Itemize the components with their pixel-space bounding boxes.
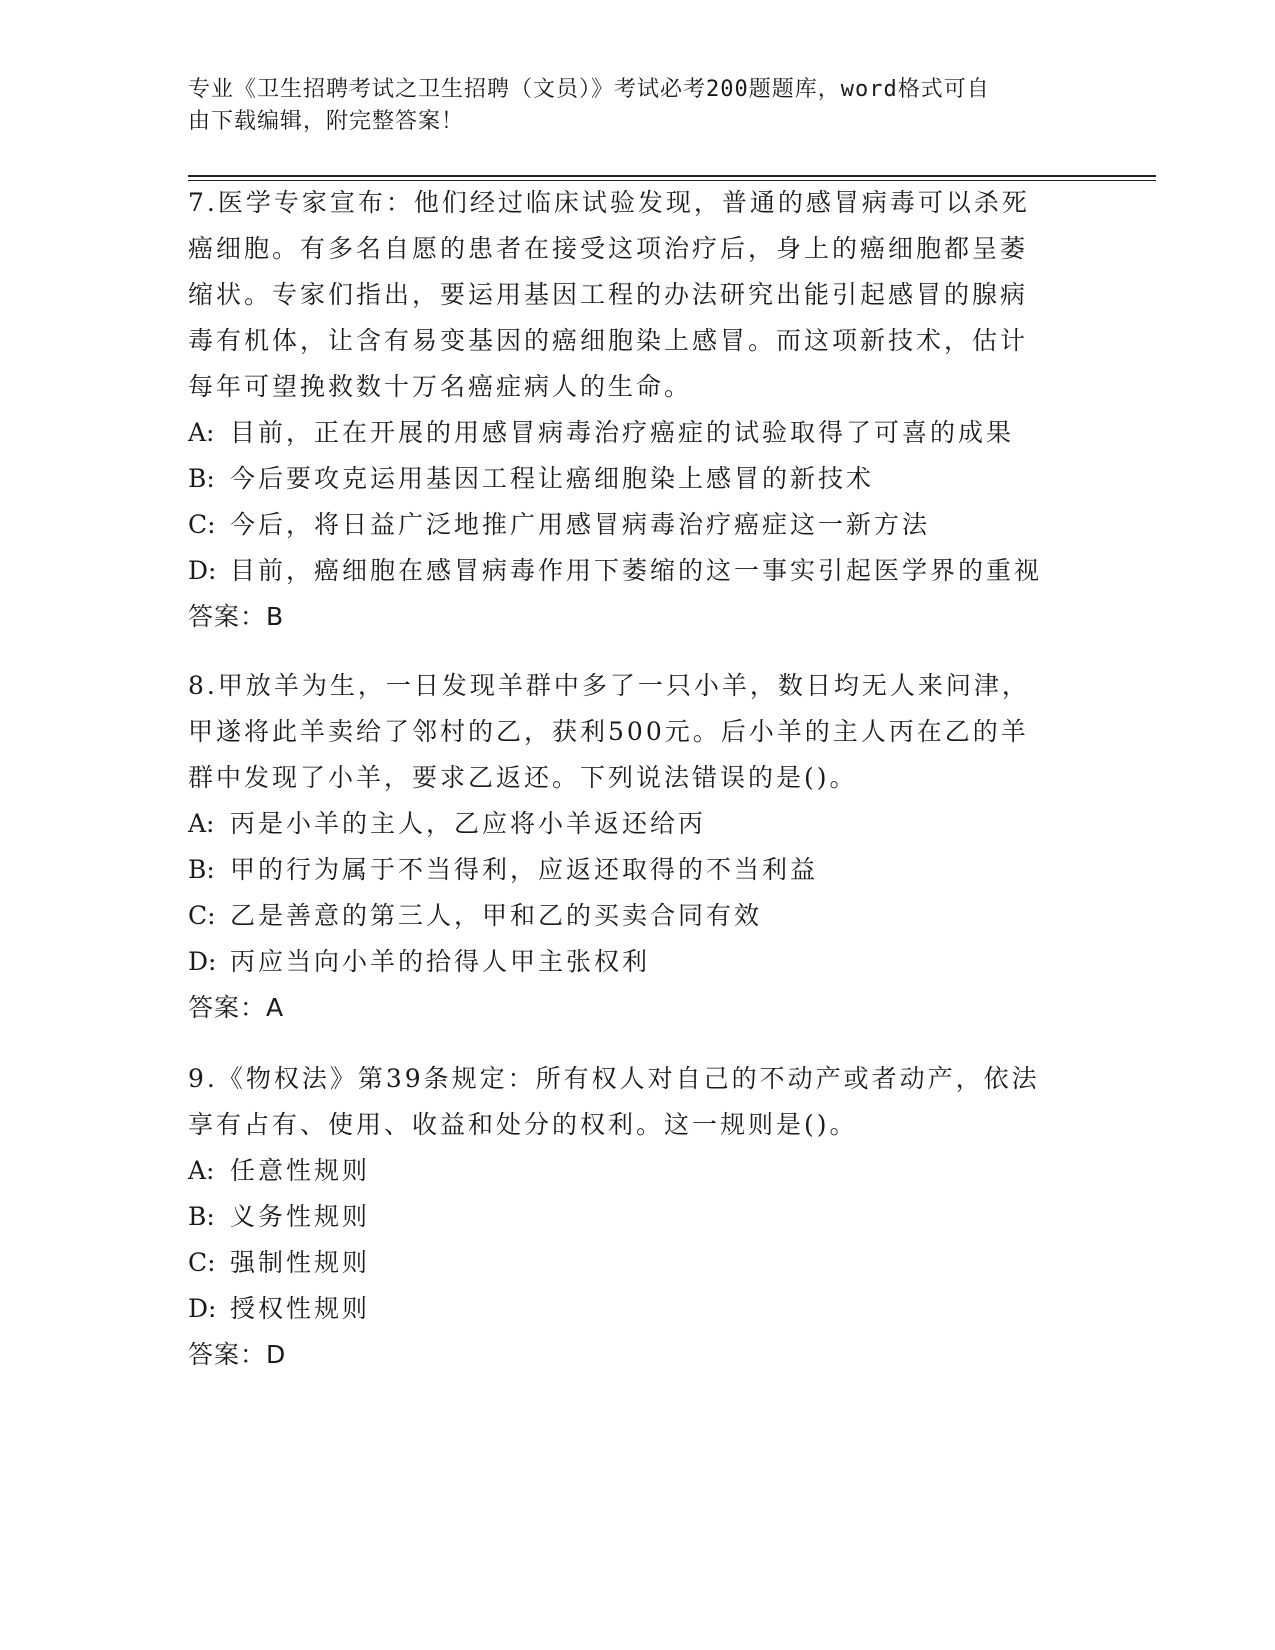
- option-key: D:: [188, 556, 217, 585]
- option-key: C:: [188, 510, 216, 539]
- question-stem-line: 7.医学专家宣布：他们经过临床试验发现，普通的感冒病毒可以杀死: [188, 188, 1030, 217]
- option-c: [188, 502, 1088, 548]
- question-9: [188, 1056, 1088, 1378]
- option-d: [188, 939, 1088, 985]
- option-d: [188, 1286, 1088, 1332]
- option-text: 目前，癌细胞在感冒病毒作用下萎缩的这一事实引起医学界的重视: [230, 556, 1043, 585]
- option-a: [188, 1148, 1088, 1194]
- answer-line: 答案：A: [188, 993, 285, 1022]
- option-key: B:: [188, 855, 215, 884]
- header-divider-thick: [188, 175, 1156, 177]
- answer-line: 答案：B: [188, 602, 285, 631]
- document-header: [188, 74, 1068, 138]
- option-key: C:: [188, 901, 216, 930]
- question-stem-line: 缩状。专家们指出，要运用基因工程的办法研究出能引起感冒的腺病: [188, 280, 1029, 309]
- answer-line: 答案：D: [188, 1340, 287, 1369]
- question-8: [188, 663, 1088, 1031]
- question-stem-line: 毒有机体，让含有易变基因的癌细胞染上感冒。而这项新技术，估计: [188, 326, 1029, 355]
- option-key: D:: [188, 947, 217, 976]
- question-stem-line: 癌细胞。有多名自愿的患者在接受这项治疗后，身上的癌细胞都呈萎: [188, 234, 1029, 263]
- option-key: A:: [188, 1156, 215, 1185]
- option-b: [188, 847, 1088, 893]
- option-a: [188, 410, 1088, 456]
- option-text: 授权性规则: [230, 1294, 371, 1323]
- option-key: B:: [188, 1202, 215, 1231]
- option-text: 任意性规则: [230, 1156, 371, 1185]
- option-b: [188, 1194, 1088, 1240]
- question-stem-line: 8.甲放羊为生，一日发现羊群中多了一只小羊，数日均无人来问津，: [188, 671, 1030, 700]
- option-c: [188, 1240, 1088, 1286]
- option-a: [188, 801, 1088, 847]
- question-stem-line: 每年可望挽救数十万名癌症病人的生命。: [188, 372, 693, 401]
- option-key: D:: [188, 1294, 217, 1323]
- option-b: [188, 456, 1088, 502]
- option-text: 甲的行为属于不当得利，应返还取得的不当利益: [230, 855, 819, 884]
- question-stem-line: 群中发现了小羊，要求乙返还。下列说法错误的是()。: [188, 763, 858, 792]
- option-key: A:: [188, 418, 215, 447]
- question-stem-line: 甲遂将此羊卖给了邻村的乙，获利500元。后小羊的主人丙在乙的羊: [188, 717, 1029, 746]
- option-key: C:: [188, 1248, 216, 1277]
- header-line-2: 由下载编辑，附完整答案！: [188, 109, 465, 134]
- question-stem-line: 享有占有、使用、收益和处分的权利。这一规则是()。: [188, 1110, 858, 1139]
- option-text: 今后，将日益广泛地推广用感冒病毒治疗癌症这一新方法: [230, 510, 931, 539]
- question-stem-line: 9.《物权法》第39条规定：所有权人对自己的不动产或者动产，依法: [188, 1064, 1040, 1093]
- option-text: 义务性规则: [230, 1202, 371, 1231]
- option-c: [188, 893, 1088, 939]
- option-text: 强制性规则: [230, 1248, 371, 1277]
- option-key: A:: [188, 809, 215, 838]
- option-text: 丙应当向小羊的拾得人甲主张权利: [230, 947, 651, 976]
- option-text: 目前，正在开展的用感冒病毒治疗癌症的试验取得了可喜的成果: [230, 418, 1015, 447]
- question-7: [188, 180, 1088, 640]
- option-text: 乙是善意的第三人，甲和乙的买卖合同有效: [230, 901, 763, 930]
- option-text: 今后要攻克运用基因工程让癌细胞染上感冒的新技术: [230, 464, 875, 493]
- option-key: B:: [188, 464, 215, 493]
- option-d: [188, 548, 1088, 594]
- header-line-1: 专业《卫生招聘考试之卫生招聘（文员）》考试必考200题题库，word格式可自: [188, 77, 990, 102]
- option-text: 丙是小羊的主人，乙应将小羊返还给丙: [230, 809, 707, 838]
